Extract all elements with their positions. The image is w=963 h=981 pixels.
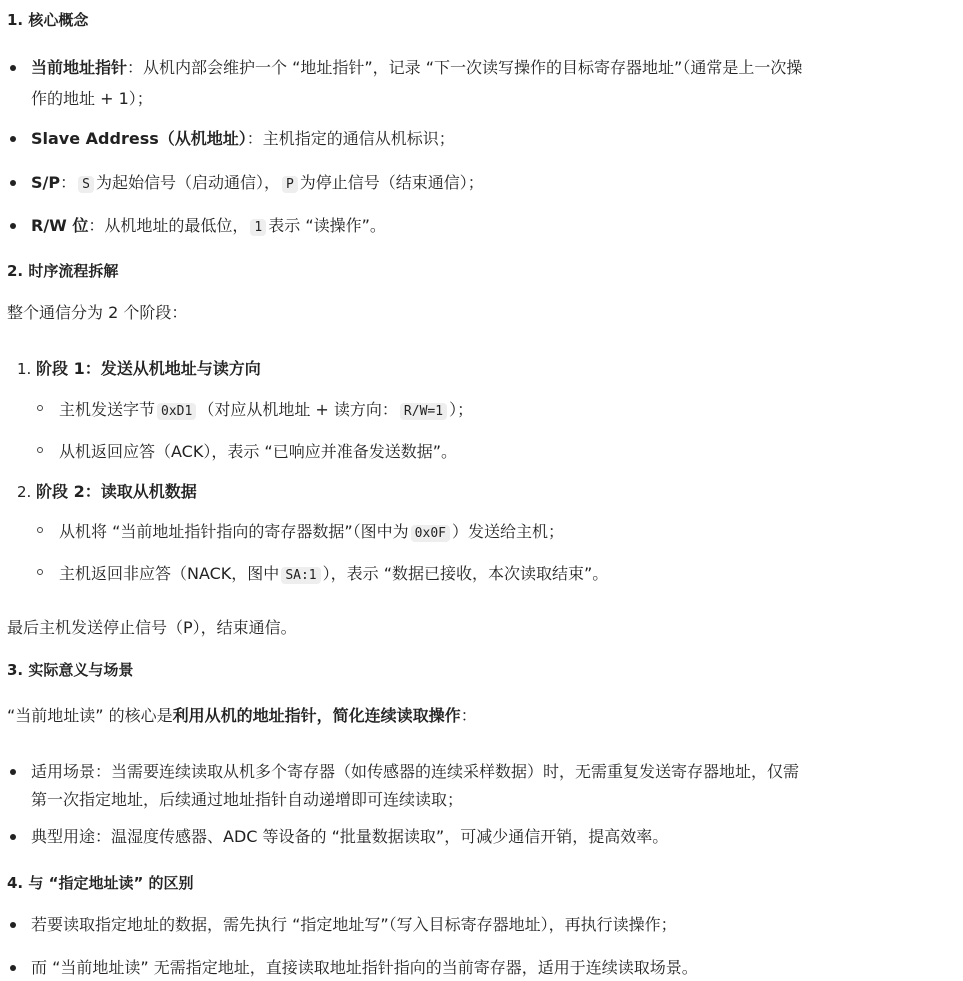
concept-text: ：主机指定的通信从机标识； xyxy=(246,129,455,148)
concept-text-continued: 作的地址 + 1）； xyxy=(31,89,153,108)
section-heading-timing-flow: 2. 时序流程拆解 xyxy=(7,262,119,280)
bullet-icon xyxy=(10,180,16,186)
inline-code: SA:1 xyxy=(281,567,320,584)
flow-intro: 整个通信分为 2 个阶段： xyxy=(7,303,188,322)
inline-code: R/W=1 xyxy=(400,403,447,420)
meaning-intro xyxy=(7,703,477,729)
concept-term: S/P xyxy=(31,173,61,192)
stage2-step-nack xyxy=(59,561,608,589)
concept-text: 为起始信号（启动通信）， xyxy=(95,173,280,192)
step-text: ）发送给主机； xyxy=(451,522,564,541)
concept-item-rw-bit xyxy=(31,213,386,241)
meaning-item-usage: 典型用途：温湿度传感器、ADC 等设备的 “批量数据读取”，可减少通信开销，提高效率。 xyxy=(31,827,669,846)
concept-item-address-pointer xyxy=(31,55,802,81)
stage1-step-ack: 从机返回应答（ACK），表示 “已响应并准备发送数据”。 xyxy=(59,442,457,461)
intro-emphasis: 利用从机的地址指针，简化连续读取操作 xyxy=(172,706,461,725)
inline-code: 1 xyxy=(250,219,266,236)
step-text: 从机将 “当前地址指针指向的寄存器数据”（图中为 xyxy=(59,522,409,541)
stage1-step-send-byte xyxy=(59,397,473,425)
stage2-step-send-data xyxy=(59,519,564,547)
bullet-icon xyxy=(10,769,16,775)
concept-text: ：从机地址的最低位， xyxy=(88,216,249,235)
concept-item-slave-address xyxy=(31,126,455,152)
stage-title: 阶段 2：读取从机数据 xyxy=(36,482,197,501)
concept-term: 当前地址指针 xyxy=(31,58,128,77)
sub-bullet-icon xyxy=(37,405,43,411)
section-heading-difference: 4. 与 “指定地址读” 的区别 xyxy=(7,874,194,892)
difference-item-specified: 若要读取指定地址的数据，需先执行 “指定地址写”（写入目标寄存器地址），再执行读操作； xyxy=(31,915,677,934)
meaning-item-scenario-continued: 第一次指定地址，后续通过地址指针自动递增即可连续读取； xyxy=(31,790,464,809)
bullet-icon xyxy=(10,834,16,840)
step-text: （对应从机地址 + 读方向： xyxy=(198,400,398,419)
concept-item-start-stop xyxy=(31,170,484,198)
concept-text: ： xyxy=(60,173,77,192)
intro-text: ： xyxy=(460,706,477,725)
bullet-icon xyxy=(10,965,16,971)
step-text: ）； xyxy=(449,400,474,419)
bullet-icon xyxy=(10,223,16,229)
step-text: 主机发送字节 xyxy=(59,400,156,419)
bullet-icon xyxy=(10,922,16,928)
sub-bullet-icon xyxy=(37,569,43,575)
step-text: ），表示 “数据已接收，本次读取结束”。 xyxy=(322,564,609,583)
concept-text: 为停止信号（结束通信）； xyxy=(299,173,484,192)
flow-final: 最后主机发送停止信号（P），结束通信。 xyxy=(7,618,297,637)
inline-code: 0xD1 xyxy=(157,403,196,420)
sub-bullet-icon xyxy=(37,527,43,533)
bullet-icon xyxy=(10,65,16,71)
section-heading-core-concepts: 1. 核心概念 xyxy=(7,11,89,29)
step-text: 主机返回非应答（NACK，图中 xyxy=(59,564,280,583)
section-heading-meaning: 3. 实际意义与场景 xyxy=(7,661,134,679)
inline-code: P xyxy=(282,176,298,193)
stage-number: 2. xyxy=(17,483,32,501)
inline-code: 0x0F xyxy=(411,525,450,542)
concept-text: 表示 “读操作”。 xyxy=(268,216,386,235)
sub-bullet-icon xyxy=(37,447,43,453)
intro-text: “当前地址读” 的核心是 xyxy=(7,706,173,725)
inline-code: S xyxy=(78,176,94,193)
meaning-item-scenario: 适用场景：当需要连续读取从机多个寄存器（如传感器的连续采样数据）时，无需重复发送寄存器地址，仅需 xyxy=(31,762,800,781)
concept-text: ：从机内部会维护一个 “地址指针”，记录 “下一次读写操作的目标寄存器地址”（通常是上一次操 xyxy=(127,58,803,77)
difference-item-current: 而 “当前地址读” 无需指定地址，直接读取地址指针指向的当前寄存器，适用于连续读取场景。 xyxy=(31,958,698,977)
concept-term: Slave Address（从机地址） xyxy=(31,129,247,148)
bullet-icon xyxy=(10,136,16,142)
stage-number: 1. xyxy=(17,360,32,378)
stage-title: 阶段 1：发送从机地址与读方向 xyxy=(36,359,261,378)
concept-term: R/W 位 xyxy=(31,216,89,235)
